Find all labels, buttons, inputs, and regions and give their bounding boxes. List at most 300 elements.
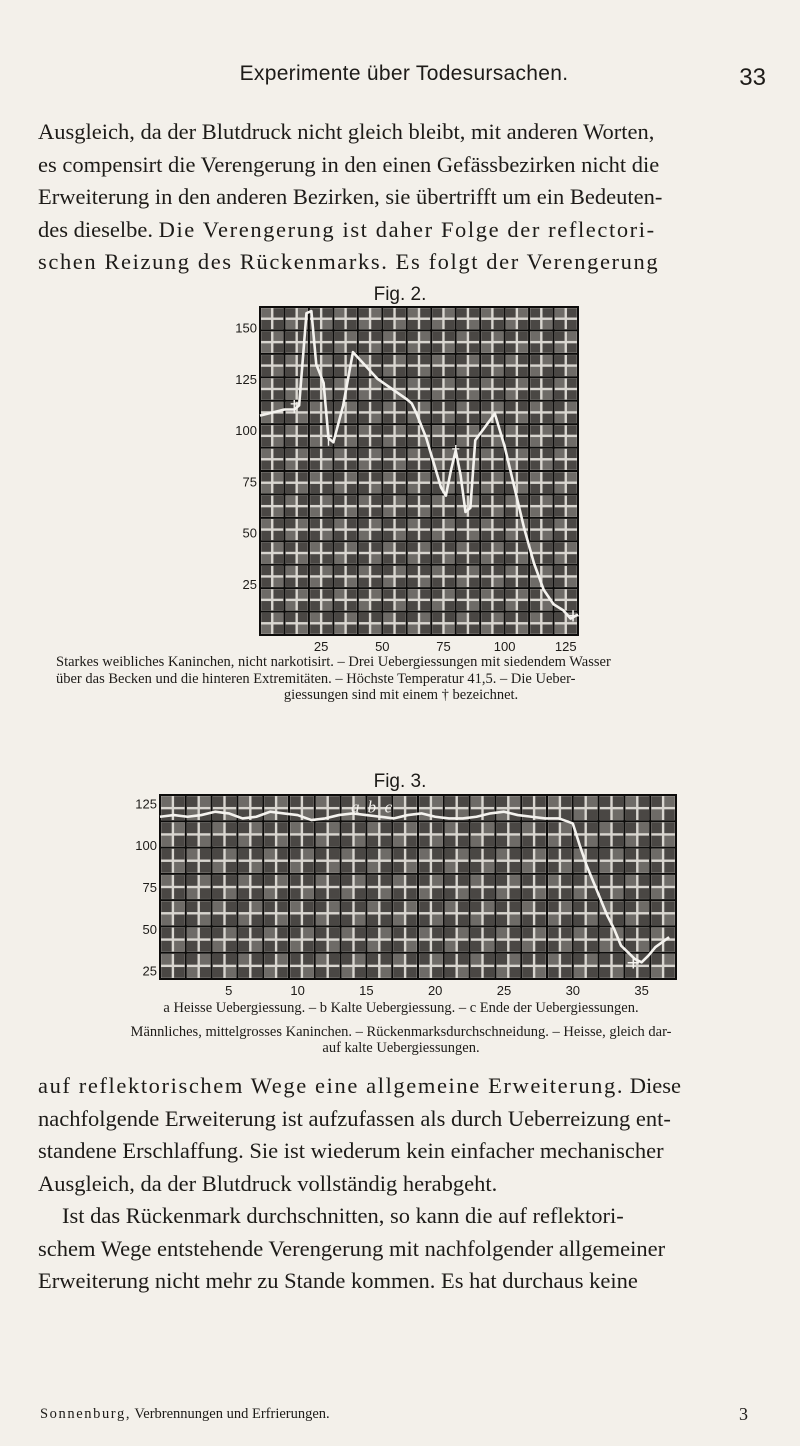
grid-cell — [522, 928, 533, 939]
grid-cell — [359, 308, 369, 317]
grid-cell — [347, 425, 357, 434]
grid-cell — [273, 601, 283, 610]
grid-cell — [639, 901, 650, 912]
grid-cell — [161, 901, 172, 912]
grid-cell — [555, 531, 565, 540]
grid-cell — [406, 954, 417, 965]
grid-cell — [481, 613, 491, 622]
grid-cell — [174, 954, 185, 965]
grid-cell — [290, 901, 301, 912]
grid-cell — [161, 914, 172, 925]
grid-cell — [518, 484, 528, 493]
grid-cell — [290, 967, 301, 978]
grid-cell — [261, 425, 271, 434]
grid-cell — [408, 507, 418, 516]
grid-cell — [264, 862, 275, 873]
grid-cell — [261, 437, 271, 446]
grid-cell — [497, 941, 508, 952]
grid-cell — [273, 378, 283, 387]
grid-cell — [543, 542, 553, 551]
grid-cell — [600, 928, 611, 939]
grid-cell — [548, 928, 559, 939]
grid-cell — [494, 332, 504, 341]
grid-cell — [522, 849, 533, 860]
grid-cell — [273, 566, 283, 575]
x-tick-label: 35 — [634, 983, 649, 998]
grid-cell — [420, 613, 430, 622]
grid-cell — [664, 928, 675, 939]
grid-cell — [432, 888, 443, 899]
grid-cell — [432, 941, 443, 952]
y-tick-label: 75 — [142, 880, 157, 895]
grid-cell — [174, 941, 185, 952]
grid-cell — [261, 343, 271, 352]
grid-cell — [261, 507, 271, 516]
grid-cell — [613, 862, 624, 873]
grid-cell — [342, 928, 353, 939]
grid-cell — [518, 437, 528, 446]
grid-cell — [613, 849, 624, 860]
grid-cell — [535, 822, 546, 833]
grid-cell — [310, 390, 320, 399]
grid-cell — [432, 343, 442, 352]
grid-cell — [506, 578, 516, 587]
grid-cell — [322, 484, 332, 493]
grid-cell — [535, 862, 546, 873]
text-line: Erweiterung in den anderen Bezirken, sie übertrifft um ein Bedeuten- — [38, 184, 663, 209]
grid-cell — [469, 425, 479, 434]
grid-cell — [651, 796, 662, 807]
grid-cell — [290, 928, 301, 939]
fig2-label: Fig. 2. — [373, 284, 427, 305]
grid-cell — [384, 472, 394, 481]
grid-cell — [481, 390, 491, 399]
grid-cell — [587, 809, 598, 820]
grid-cell — [535, 875, 546, 886]
grid-cell — [226, 928, 237, 939]
grid-cell — [200, 901, 211, 912]
grid-cell — [310, 378, 320, 387]
grid-cell — [161, 836, 172, 847]
grid-cell — [626, 928, 637, 939]
grid-cell — [335, 531, 345, 540]
grid-cell — [530, 624, 540, 633]
grid-cell — [396, 425, 406, 434]
grid-cell — [290, 875, 301, 886]
footer-author: Sonnenburg, — [40, 1406, 132, 1422]
page-footer — [40, 1406, 760, 1423]
grid-cell — [322, 332, 332, 341]
grid-cell — [506, 566, 516, 575]
grid-cell — [329, 928, 340, 939]
grid-cell — [587, 967, 598, 978]
grid-cell — [567, 378, 577, 387]
grid-cell — [481, 531, 491, 540]
grid-cell — [567, 425, 577, 434]
grid-cell — [561, 888, 572, 899]
grid-cell — [561, 796, 572, 807]
grid-cell — [408, 566, 418, 575]
grid-cell — [200, 888, 211, 899]
grid-cell — [510, 967, 521, 978]
grid-cell — [506, 554, 516, 563]
grid-cell — [567, 519, 577, 528]
grid-cell — [481, 437, 491, 446]
grid-cell — [445, 414, 455, 423]
grid-cell — [530, 437, 540, 446]
grid-cell — [393, 796, 404, 807]
grid-cell — [419, 796, 430, 807]
grid-cell — [535, 954, 546, 965]
grid-cell — [574, 967, 585, 978]
grid-cell — [555, 496, 565, 505]
text-line: schem Wege entstehende Verengerung mit nachfolgender allgemeiner — [38, 1235, 666, 1261]
text-line: Ist das Rückenmark durchschnitten, so kann die auf reflektori- — [62, 1203, 624, 1228]
grid-cell — [261, 566, 271, 575]
grid-cell — [239, 875, 250, 886]
grid-cell — [368, 954, 379, 965]
grid-cell — [420, 414, 430, 423]
grid-cell — [310, 449, 320, 458]
grid-cell — [555, 460, 565, 469]
grid-cell — [469, 308, 479, 317]
grid-cell — [298, 613, 308, 622]
grid-cell — [497, 954, 508, 965]
grid-cell — [481, 402, 491, 411]
grid-cell — [567, 414, 577, 423]
grid-cell — [457, 390, 467, 399]
grid-cell — [286, 308, 296, 317]
grid-cell — [518, 589, 528, 598]
grid-cell — [406, 914, 417, 925]
grid-cell — [481, 460, 491, 469]
grid-cell — [651, 875, 662, 886]
grid-cell — [316, 822, 327, 833]
grid-cell — [261, 355, 271, 364]
grid-cell — [393, 914, 404, 925]
grid-cell — [567, 542, 577, 551]
grid-cell — [518, 566, 528, 575]
grid-cell — [316, 836, 327, 847]
grid-cell — [371, 460, 381, 469]
grid-cell — [471, 888, 482, 899]
grid-cell — [213, 888, 224, 899]
grid-cell — [252, 914, 263, 925]
grid-cell — [445, 320, 455, 329]
grid-cell — [432, 836, 443, 847]
grid-cell — [518, 355, 528, 364]
grid-cell — [298, 624, 308, 633]
grid-cell — [543, 308, 553, 317]
grid-cell — [639, 862, 650, 873]
grid-cell — [384, 589, 394, 598]
grid-cell — [396, 589, 406, 598]
grid-cell — [613, 809, 624, 820]
grid-cell — [469, 343, 479, 352]
grid-cell — [432, 928, 443, 939]
grid-cell — [639, 941, 650, 952]
grid-cell — [613, 954, 624, 965]
grid-cell — [445, 849, 456, 860]
grid-cell — [239, 967, 250, 978]
grid-cell — [371, 343, 381, 352]
grid-cell — [469, 554, 479, 563]
grid-cell — [469, 531, 479, 540]
grid-cell — [506, 320, 516, 329]
grid-cell — [174, 822, 185, 833]
grid-cell — [613, 914, 624, 925]
grid-cell — [310, 496, 320, 505]
grid-cell — [469, 578, 479, 587]
grid-cell — [432, 390, 442, 399]
grid-cell — [371, 542, 381, 551]
grid-cell — [518, 425, 528, 434]
grid-cell — [359, 472, 369, 481]
grid-cell — [273, 472, 283, 481]
grid-cell — [187, 941, 198, 952]
grid-cell — [469, 613, 479, 622]
page-number: 33 — [739, 64, 766, 91]
grid-cell — [484, 967, 495, 978]
grid-cell — [555, 367, 565, 376]
grid-cell — [298, 496, 308, 505]
grid-cell — [432, 449, 442, 458]
grid-cell — [543, 531, 553, 540]
fig3-label: Fig. 3. — [373, 771, 427, 792]
grid-cell — [298, 332, 308, 341]
grid-cell — [406, 862, 417, 873]
grid-cell — [286, 531, 296, 540]
grid-cell — [522, 875, 533, 886]
grid-cell — [261, 367, 271, 376]
grid-cell — [613, 822, 624, 833]
grid-cell — [264, 928, 275, 939]
grid-cell — [368, 914, 379, 925]
grid-cell — [286, 624, 296, 633]
grid-cell — [290, 836, 301, 847]
grid-cell — [420, 484, 430, 493]
grid-cell — [329, 901, 340, 912]
grid-cell — [419, 849, 430, 860]
grid-cell — [481, 519, 491, 528]
dagger-marker: † — [324, 429, 333, 449]
grid-cell — [458, 849, 469, 860]
grid-cell — [530, 589, 540, 598]
grid-cell — [261, 332, 271, 341]
caption-line: a Heisse Uebergiessung. – b Kalte Uebergiessung. – c Ende der Uebergiessungen. — [163, 1000, 639, 1016]
grid-cell — [298, 578, 308, 587]
grid-cell — [396, 566, 406, 575]
grid-cell — [226, 888, 237, 899]
x-tick-label: 15 — [359, 983, 374, 998]
grid-cell — [174, 901, 185, 912]
grid-cell — [543, 343, 553, 352]
grid-cell — [506, 355, 516, 364]
grid-cell — [518, 378, 528, 387]
grid-cell — [329, 914, 340, 925]
grid-cell — [445, 928, 456, 939]
grid-cell — [408, 308, 418, 317]
grid-cell — [432, 308, 442, 317]
grid-cell — [664, 809, 675, 820]
grid-cell — [506, 425, 516, 434]
grid-cell — [469, 390, 479, 399]
grid-cell — [174, 849, 185, 860]
grid-cell — [510, 875, 521, 886]
grid-cell — [419, 875, 430, 886]
grid-cell — [555, 402, 565, 411]
grid-cell — [548, 875, 559, 886]
grid-cell — [497, 901, 508, 912]
grid-cell — [187, 954, 198, 965]
chart-2 — [235, 307, 580, 654]
grid-cell — [510, 849, 521, 860]
grid-cell — [277, 941, 288, 952]
grid-cell — [587, 941, 598, 952]
grid-cell — [329, 941, 340, 952]
grid-cell — [506, 589, 516, 598]
grid-cell — [471, 901, 482, 912]
grid-cell — [408, 320, 418, 329]
grid-cell — [432, 496, 442, 505]
grid-cell — [543, 332, 553, 341]
grid-cell — [419, 862, 430, 873]
grid-cell — [384, 554, 394, 563]
grid-cell — [471, 822, 482, 833]
grid-cell — [445, 796, 456, 807]
grid-cell — [226, 901, 237, 912]
grid-cell — [335, 355, 345, 364]
grid-cell — [471, 928, 482, 939]
grid-cell — [481, 320, 491, 329]
grid-cell — [396, 578, 406, 587]
grid-cell — [286, 542, 296, 551]
grid-cell — [494, 355, 504, 364]
grid-cell — [396, 519, 406, 528]
grid-cell — [432, 519, 442, 528]
grid-cell — [310, 519, 320, 528]
grid-cell — [445, 954, 456, 965]
grid-cell — [335, 601, 345, 610]
grid-cell — [420, 601, 430, 610]
grid-cell — [445, 624, 455, 633]
grid-cell — [506, 343, 516, 352]
grid-cell — [226, 954, 237, 965]
grid-cell — [335, 542, 345, 551]
grid-cell — [664, 849, 675, 860]
grid-cell — [555, 542, 565, 551]
grid-cell — [458, 822, 469, 833]
grid-cell — [161, 822, 172, 833]
grid-cell — [543, 484, 553, 493]
grid-cell — [310, 425, 320, 434]
grid-cell — [457, 332, 467, 341]
grid-cell — [310, 542, 320, 551]
grid-cell — [555, 507, 565, 516]
grid-cell — [626, 796, 637, 807]
grid-cell — [481, 332, 491, 341]
grid-cell — [664, 954, 675, 965]
grid-cell — [277, 836, 288, 847]
grid-cell — [445, 367, 455, 376]
grid-cell — [355, 928, 366, 939]
grid-cell — [432, 367, 442, 376]
grid-cell — [406, 941, 417, 952]
grid-cell — [445, 554, 455, 563]
grid-cell — [174, 836, 185, 847]
grid-cell — [384, 613, 394, 622]
grid-cell — [371, 554, 381, 563]
grid-cell — [406, 822, 417, 833]
grid-cell — [651, 809, 662, 820]
grid-cell — [506, 601, 516, 610]
grid-cell — [530, 519, 540, 528]
grid-cell — [530, 613, 540, 622]
grid-cell — [264, 796, 275, 807]
grid-cell — [187, 822, 198, 833]
grid-cell — [481, 308, 491, 317]
grid-cell — [200, 822, 211, 833]
grid-cell — [457, 624, 467, 633]
grid-cell — [161, 967, 172, 978]
grid-cell — [518, 578, 528, 587]
grid-cell — [298, 437, 308, 446]
grid-cell — [574, 914, 585, 925]
grid-cell — [481, 484, 491, 493]
grid-cell — [384, 460, 394, 469]
grid-cell — [518, 343, 528, 352]
grid-cell — [471, 941, 482, 952]
grid-cell — [408, 601, 418, 610]
grid-cell — [273, 589, 283, 598]
grid-cell — [497, 914, 508, 925]
grid-cell — [555, 437, 565, 446]
grid-cell — [310, 566, 320, 575]
grid-cell — [457, 355, 467, 364]
grid-cell — [639, 796, 650, 807]
grid-cell — [261, 460, 271, 469]
grid-cell — [286, 355, 296, 364]
grid-cell — [518, 449, 528, 458]
grid-cell — [359, 578, 369, 587]
grid-cell — [371, 308, 381, 317]
grid-cell — [396, 414, 406, 423]
grid-cell — [396, 554, 406, 563]
grid-cell — [161, 941, 172, 952]
grid-cell — [384, 437, 394, 446]
grid-cell — [371, 566, 381, 575]
grid-cell — [368, 901, 379, 912]
grid-cell — [359, 402, 369, 411]
fig3-caption — [56, 1000, 746, 1057]
grid-cell — [381, 914, 392, 925]
grid-cell — [408, 531, 418, 540]
grid-cell — [355, 901, 366, 912]
grid-cell — [432, 624, 442, 633]
grid-cell — [432, 589, 442, 598]
grid-cell — [497, 796, 508, 807]
grid-cell — [457, 531, 467, 540]
grid-cell — [286, 507, 296, 516]
grid-cell — [420, 554, 430, 563]
grid-cell — [347, 496, 357, 505]
grid-cell — [226, 967, 237, 978]
grid-cell — [664, 901, 675, 912]
grid-cell — [445, 901, 456, 912]
grid-cell — [510, 836, 521, 847]
grid-cell — [286, 566, 296, 575]
grid-cell — [548, 967, 559, 978]
